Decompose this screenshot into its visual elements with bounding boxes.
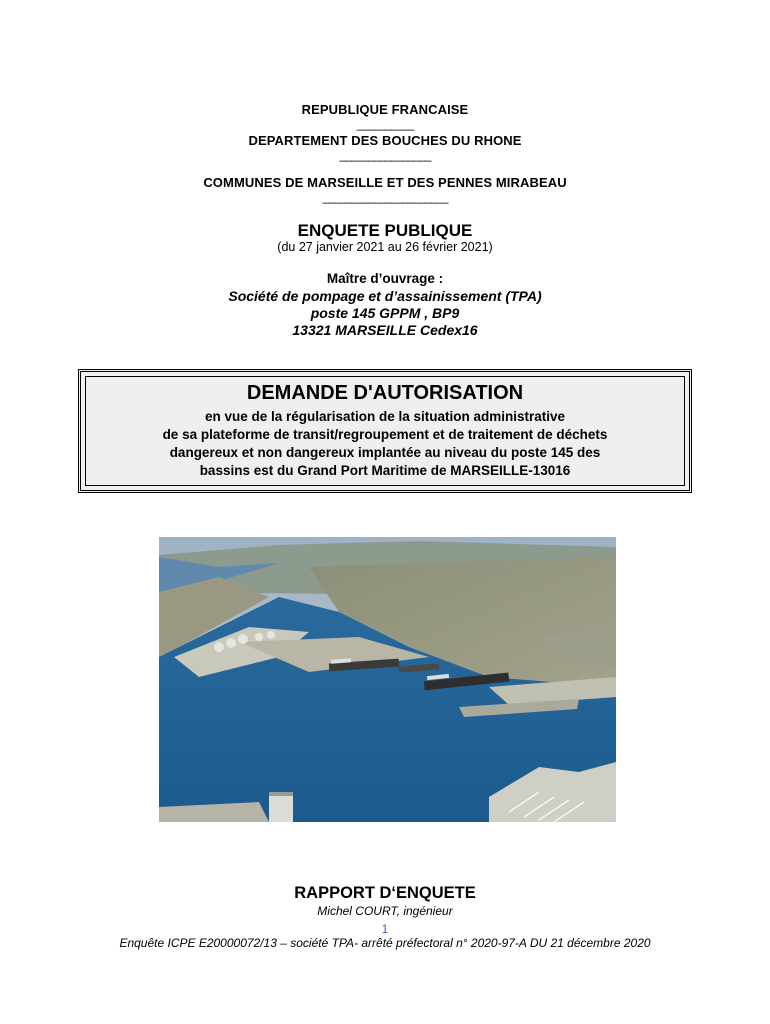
demande-box bbox=[78, 369, 692, 493]
demande-line: en vue de la régularisation de la situation administrative bbox=[204, 409, 566, 424]
divider: __________ bbox=[356, 117, 414, 131]
maitre-address-1: poste 145 GPPM , BP9 bbox=[310, 305, 460, 321]
page-number: 1 bbox=[381, 922, 389, 936]
maitre-address-2: 13321 MARSEILLE Cedex16 bbox=[292, 322, 478, 338]
demande-body bbox=[86, 408, 684, 480]
rapport-author: Michel COURT, ingénieur bbox=[317, 904, 453, 918]
divider: ________________ bbox=[339, 148, 431, 162]
footer-reference: Enquête ICPE E20000072/13 – société TPA- arrêté préfectoral n° 2020-97-A DU 21 décembre 2020 bbox=[119, 936, 651, 950]
maitre-label: Maître d’ouvrage : bbox=[326, 271, 444, 286]
demande-box-inner bbox=[85, 376, 685, 486]
demande-line: bassins est du Grand Port Maritime de MARSEILLE-13016 bbox=[199, 463, 571, 478]
maitre-company: Société de pompage et d’assainissement (TPA) bbox=[228, 288, 542, 304]
divider: ______________________ bbox=[322, 190, 448, 204]
port-aerial-illustration bbox=[159, 537, 616, 822]
header-communes: COMMUNES DE MARSEILLE ET DES PENNES MIRABEAU bbox=[203, 175, 567, 190]
demande-title: DEMANDE D'AUTORISATION bbox=[246, 382, 524, 404]
enquete-dates: (du 27 janvier 2021 au 26 février 2021) bbox=[277, 240, 493, 254]
demande-line: dangereux et non dangereux implantée au niveau du poste 145 des bbox=[169, 445, 601, 460]
header-republique: REPUBLIQUE FRANCAISE bbox=[301, 102, 469, 117]
enquete-title: ENQUETE PUBLIQUE bbox=[297, 221, 473, 240]
rapport-title: RAPPORT D‘ENQUETE bbox=[294, 884, 476, 902]
header-departement: DEPARTEMENT DES BOUCHES DU RHONE bbox=[248, 133, 522, 148]
port-aerial-photo bbox=[159, 537, 616, 822]
demande-line: de sa plateforme de transit/regroupement et de traitement de déchets bbox=[162, 427, 608, 442]
